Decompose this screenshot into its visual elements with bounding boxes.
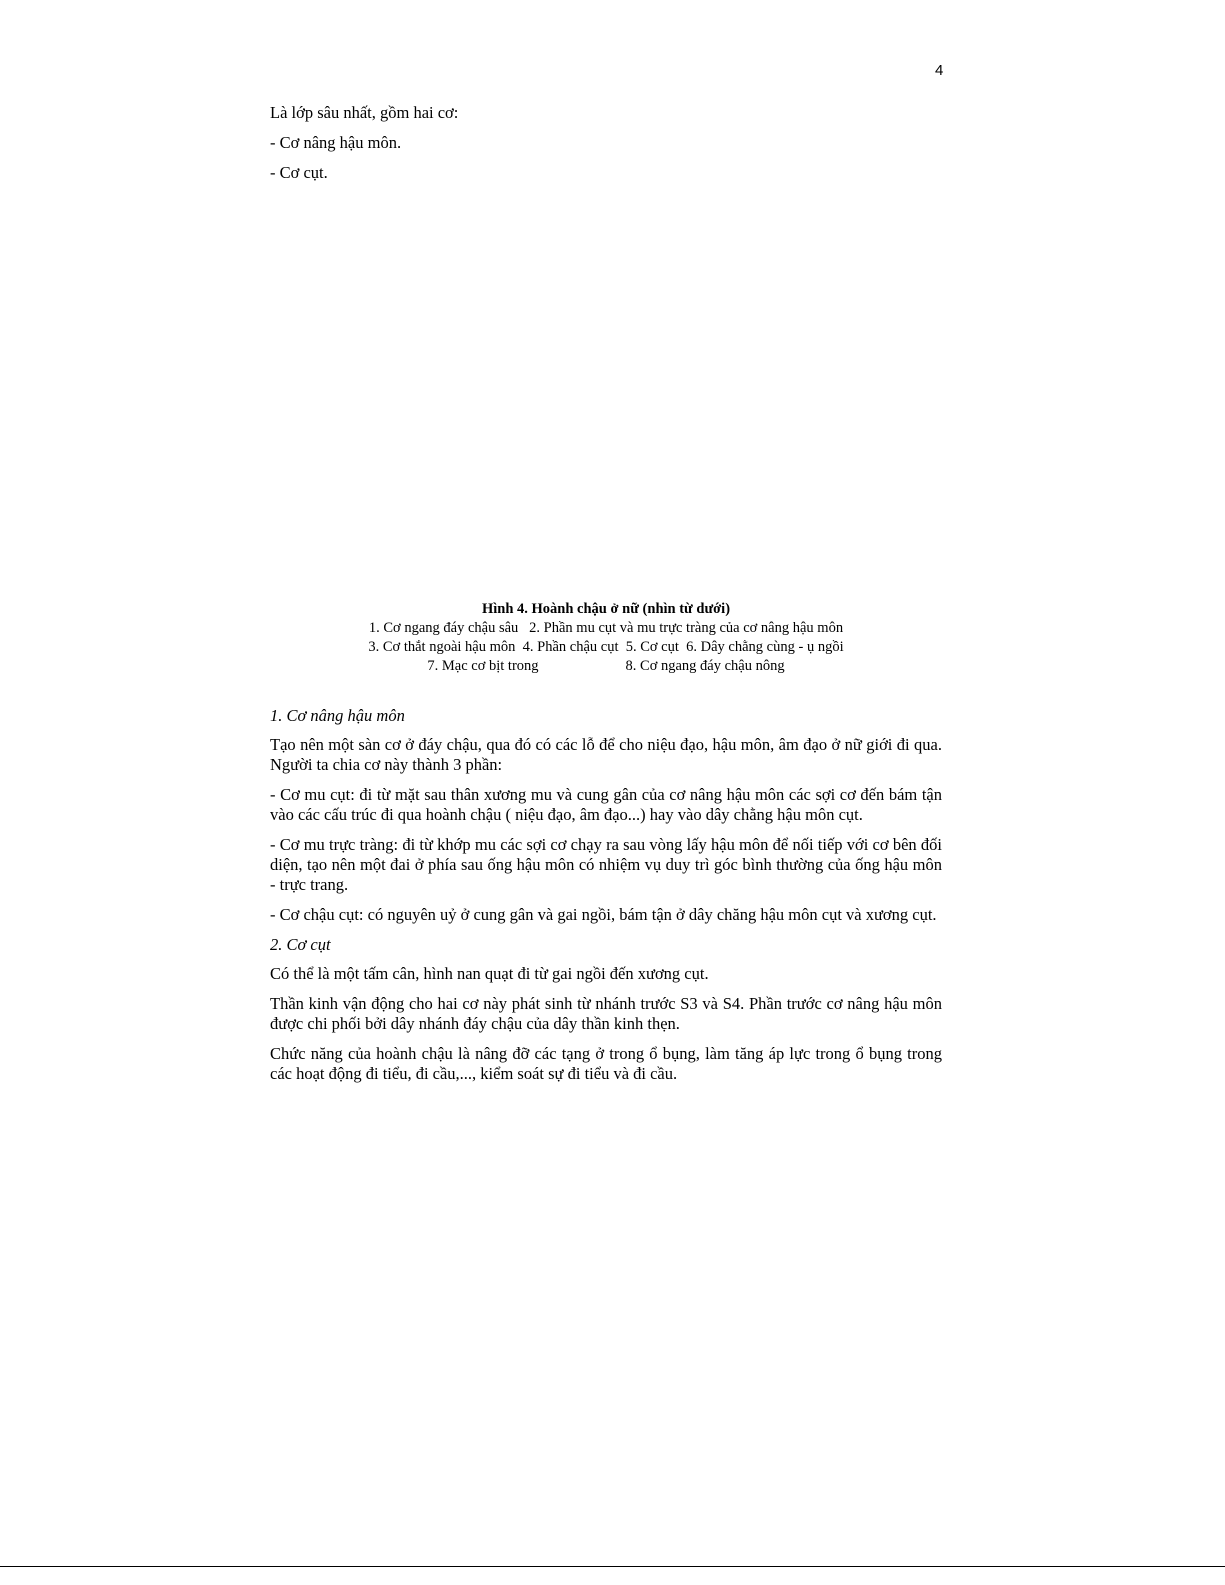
intro-line: Là lớp sâu nhất, gồm hai cơ: bbox=[270, 103, 459, 122]
figure-title: Hình 4. Hoành chậu ở nữ (nhìn từ dưới) bbox=[481, 601, 731, 617]
paragraph: - Cơ mu trực tràng: đi từ khớp mu các sợi cơ chạy ra sau vòng lấy hậu môn để nối tiếp với cơ bên đối diện, tạo nên một đai ở phía sau ống hậu môn có nhiệm vụ duy trì góc bình thường của ống hậu môn - trực trang. bbox=[270, 835, 942, 894]
intro-list-item: - Cơ nâng hậu môn. bbox=[270, 133, 402, 152]
paragraph: Có thể là một tấm cân, hình nan quạt đi từ gai ngồi đến xương cụt. bbox=[270, 964, 709, 983]
paragraph: Tạo nên một sàn cơ ở đáy chậu, qua đó có các lỗ để cho niệu đạo, hậu môn, âm đạo ở nữ giới đi qua. Người ta chia cơ này thành 3 phần: bbox=[270, 735, 942, 774]
body-text bbox=[270, 706, 942, 1094]
page-number: 4 bbox=[935, 62, 944, 79]
section-heading: 2. Cơ cụt bbox=[270, 935, 331, 954]
intro-block bbox=[270, 103, 950, 193]
paragraph: - Cơ mu cụt: đi từ mặt sau thân xương mu và cung gân của cơ nâng hậu môn các sợi cơ đến bám tận vào các cấu trúc đi qua hoành chậu ( niệu đạo, âm đạo...) hay vào dây chằng hậu môn cụt. bbox=[270, 785, 942, 824]
figure-legend-line: 7. Mạc cơ bịt trong 8. Cơ ngang đáy chậu nông bbox=[427, 658, 785, 674]
paragraph: - Cơ chậu cụt: có nguyên uỷ ở cung gân và gai ngồi, bám tận ở dây chăng hậu môn cụt và xương cụt. bbox=[270, 905, 937, 924]
figure-legend-line: 1. Cơ ngang đáy chậu sâu 2. Phần mu cụt và mu trực tràng của cơ nâng hậu môn bbox=[368, 620, 844, 636]
figure-placeholder bbox=[270, 195, 942, 590]
section-heading: 1. Cơ nâng hậu môn bbox=[270, 706, 405, 725]
page-bottom-border bbox=[0, 1566, 1225, 1567]
paragraph: Chức năng của hoành chậu là nâng đỡ các tạng ở trong ổ bụng, làm tăng áp lực trong ổ bụng trong các hoạt động đi tiểu, đi cầu,..., kiểm soát sự đi tiểu và đi cầu. bbox=[270, 1044, 942, 1083]
paragraph: Thần kinh vận động cho hai cơ này phát sinh từ nhánh trước S3 và S4. Phần trước cơ nâng hậu môn được chi phối bởi dây nhánh đáy chậu của dây thần kinh thẹn. bbox=[270, 994, 942, 1033]
intro-list-item: - Cơ cụt. bbox=[270, 163, 328, 182]
figure-caption bbox=[270, 600, 942, 676]
figure-legend-line: 3. Cơ thắt ngoài hậu môn 4. Phần chậu cụt 5. Cơ cụt 6. Dây chằng cùng - ụ ngồi bbox=[368, 639, 844, 655]
